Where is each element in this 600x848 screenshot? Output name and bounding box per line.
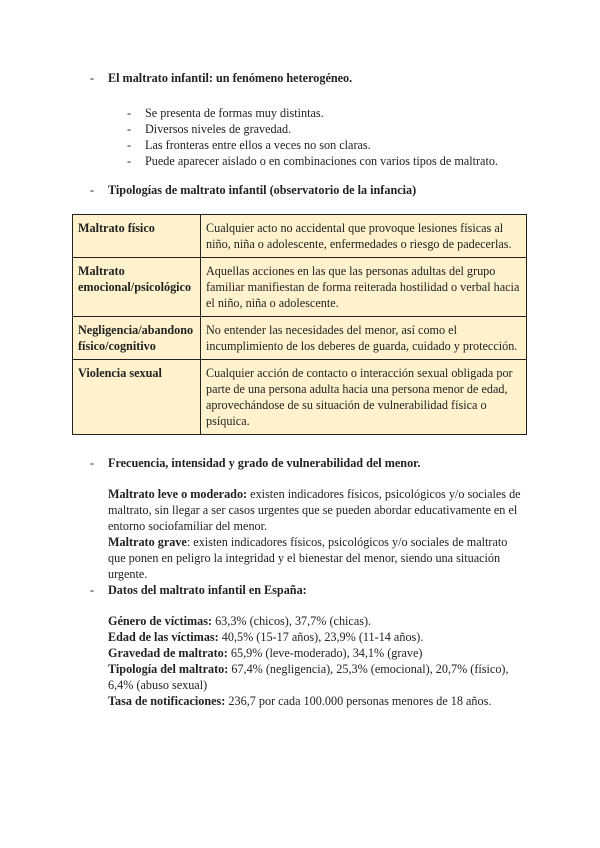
type-name: Negligencia/abandono físico/cognitivo [73, 317, 201, 360]
section-title: Frecuencia, intensidad y grado de vulnerabilidad del menor. [108, 456, 421, 470]
list-item: - Las fronteras entre ellos a veces no son claras. [127, 138, 371, 152]
grave-text: : existen indicadores físicos, psicológicos y/o sociales de maltrato que ponen en peligro la integridad y el bienestar del menor, siendo una situación urgente. [108, 535, 508, 581]
bullet-dash: - [90, 183, 95, 197]
bullet-dash: - [90, 71, 95, 85]
list-item: - Puede aparecer aislado o en combinaciones con varios tipos de maltrato. [127, 154, 498, 168]
grave-label: Maltrato grave [108, 535, 187, 549]
datos-line: Tasa de notificaciones: 236,7 por cada 100.000 personas menores de 18 años. [108, 694, 492, 708]
table-row [73, 258, 527, 317]
list-item: - Diversos niveles de gravedad. [127, 122, 292, 136]
grave-block [108, 534, 528, 582]
table-row [73, 215, 527, 258]
tipologias-table [72, 214, 527, 435]
heterogeneo-list [127, 105, 498, 169]
datos-line: Tipología del maltrato: 67,4% (negligencia), 25,3% (emocional), 20,7% (físico), 6,4% (abuso sexual) [108, 662, 509, 692]
frecuencia-paragraph [108, 486, 528, 582]
type-description: Cualquier acto no accidental que provoque lesiones físicas al niño, niña o adolescente, enfermedades o riesgo de padecerlas. [201, 215, 527, 258]
type-name: Maltrato emocional/psicológico [73, 258, 201, 317]
type-description: Aquellas acciones en las que las personas adultas del grupo familiar manifiestan de forma reiterada hostilidad o verbal hacia el niño, niña o adolescente. [201, 258, 527, 317]
leve-block [108, 486, 528, 534]
datos-line: Gravedad de maltrato: 65,9% (leve-moderado), 34,1% (grave) [108, 646, 423, 660]
bullet-dash: - [90, 583, 95, 597]
type-name: Maltrato físico [73, 215, 201, 258]
leve-text: existen indicadores físicos, psicológicos y/o sociales de maltrato, sin llegar a ser casos urgentes que se pueden abordar educativamente en el entorno sociofamiliar del menor. [108, 487, 521, 533]
section-title: El maltrato infantil: un fenómeno heterogéneo. [108, 71, 353, 85]
section-title: Tipologías de maltrato infantil (observatorio de la infancia) [108, 183, 417, 197]
type-description: Cualquier acción de contacto o interacción sexual obligada por parte de una persona adulta hacia una persona menor de edad, aprovechándose de su situación de vulnerabilidad física o psíquica. [201, 360, 527, 435]
leve-label: Maltrato leve o moderado: [108, 487, 248, 501]
table-row [73, 360, 527, 435]
type-name: Violencia sexual [73, 360, 201, 435]
table-row [73, 317, 527, 360]
type-description: No entender las necesidades del menor, así como el incumplimiento de los deberes de guarda, cuidado y protección. [201, 317, 527, 360]
datos-line: Género de víctimas: 63,3% (chicos), 37,7% (chicas). [108, 614, 372, 628]
datos-line: Edad de las víctimas: 40,5% (15-17 años), 23,9% (11-14 años). [108, 630, 424, 644]
bullet-dash: - [90, 456, 95, 470]
datos-paragraph [108, 613, 528, 709]
list-item: - Se presenta de formas muy distintas. [127, 106, 324, 120]
section-title: Datos del maltrato infantil en España: [108, 583, 307, 597]
